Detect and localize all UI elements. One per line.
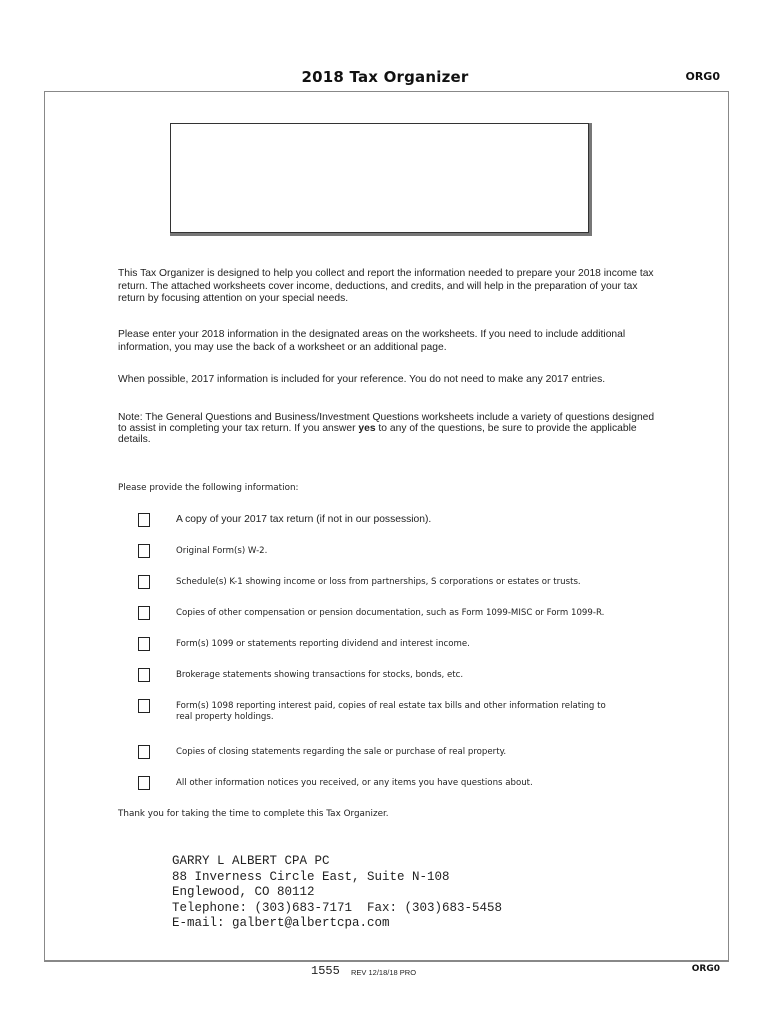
footer-number: 1555 (311, 964, 340, 978)
firm-phone-fax: Telephone: (303)683-7171 Fax: (303)683-5458 (172, 900, 503, 915)
intro-paragraph-note (118, 412, 658, 445)
checklist-item-label: A copy of your 2017 tax return (if not in our possession). (176, 514, 432, 525)
checkbox[interactable] (138, 668, 150, 682)
form-id-bottom: ORG0 (691, 964, 720, 974)
intro-paragraph-3: When possible, 2017 information is included for your reference. You do not need to make any 2017 entries. (118, 374, 606, 385)
checkbox[interactable] (138, 606, 150, 620)
checklist-item-label: Schedule(s) K-1 showing income or loss from partnerships, S corporations or estates or trusts. (176, 577, 581, 587)
firm-email: E-mail: galbert@albertcpa.com (172, 916, 390, 931)
intro-paragraph-2: Please enter your 2018 information in the designated areas on the worksheets. If you need to include additional information, you may use the back of a worksheet or an additional page. (118, 329, 626, 353)
form-id-top: ORG0 (685, 70, 720, 83)
address-window-box (170, 123, 589, 233)
checklist-item-label: Copies of closing statements regarding the sale or purchase of real property. (176, 747, 507, 757)
footer-revision: REV 12/18/18 PRO (351, 968, 417, 977)
firm-address-line-2: Englewood, CO 80112 (172, 885, 315, 900)
checklist-item-label: Form(s) 1098 reporting interest paid, copies of real estate tax bills and other information relating to real property holdings. (176, 701, 606, 722)
checklist-item-label: Form(s) 1099 or statements reporting dividend and interest income. (176, 639, 470, 649)
checklist-item-label: Brokerage statements showing transactions for stocks, bonds, etc. (176, 670, 464, 680)
note-text-bold: yes (358, 423, 376, 434)
firm-address-line-1: 88 Inverness Circle East, Suite N-108 (172, 869, 450, 884)
checklist-prompt: Please provide the following information: (118, 483, 299, 493)
checklist-item-label: Original Form(s) W-2. (176, 546, 268, 556)
page-title: 2018 Tax Organizer (301, 68, 469, 86)
firm-name: GARRY L ALBERT CPA PC (172, 854, 330, 868)
checkbox[interactable] (138, 776, 150, 790)
checkbox[interactable] (138, 699, 150, 713)
checkbox[interactable] (138, 575, 150, 589)
firm-contact-block (172, 854, 502, 932)
intro-paragraph-1: This Tax Organizer is designed to help you collect and report the information needed to prepare your 2018 income tax return. The attached worksheets cover income, deductions, and credits, and will help in the preparation of your tax return by focusing attention on your special needs. (118, 268, 654, 304)
checkbox[interactable] (138, 637, 150, 651)
note-text-before: Note: The General Questions and Business/Investment Questions worksheets include a variety of questions designed to assist in completing your tax return. If you answer (118, 412, 655, 434)
note-text-after: to any of the questions, be sure to provide the applicable details. (118, 423, 637, 445)
checklist-item-label: All other information notices you received, or any items you have questions about. (176, 778, 533, 788)
checkbox[interactable] (138, 544, 150, 558)
checkbox[interactable] (138, 513, 150, 527)
thanks-text: Thank you for taking the time to complete this Tax Organizer. (118, 809, 389, 819)
checklist-item-label: Copies of other compensation or pension documentation, such as Form 1099-MISC or Form 1099-R. (176, 608, 605, 618)
bottom-rule (44, 961, 729, 962)
checkbox[interactable] (138, 745, 150, 759)
